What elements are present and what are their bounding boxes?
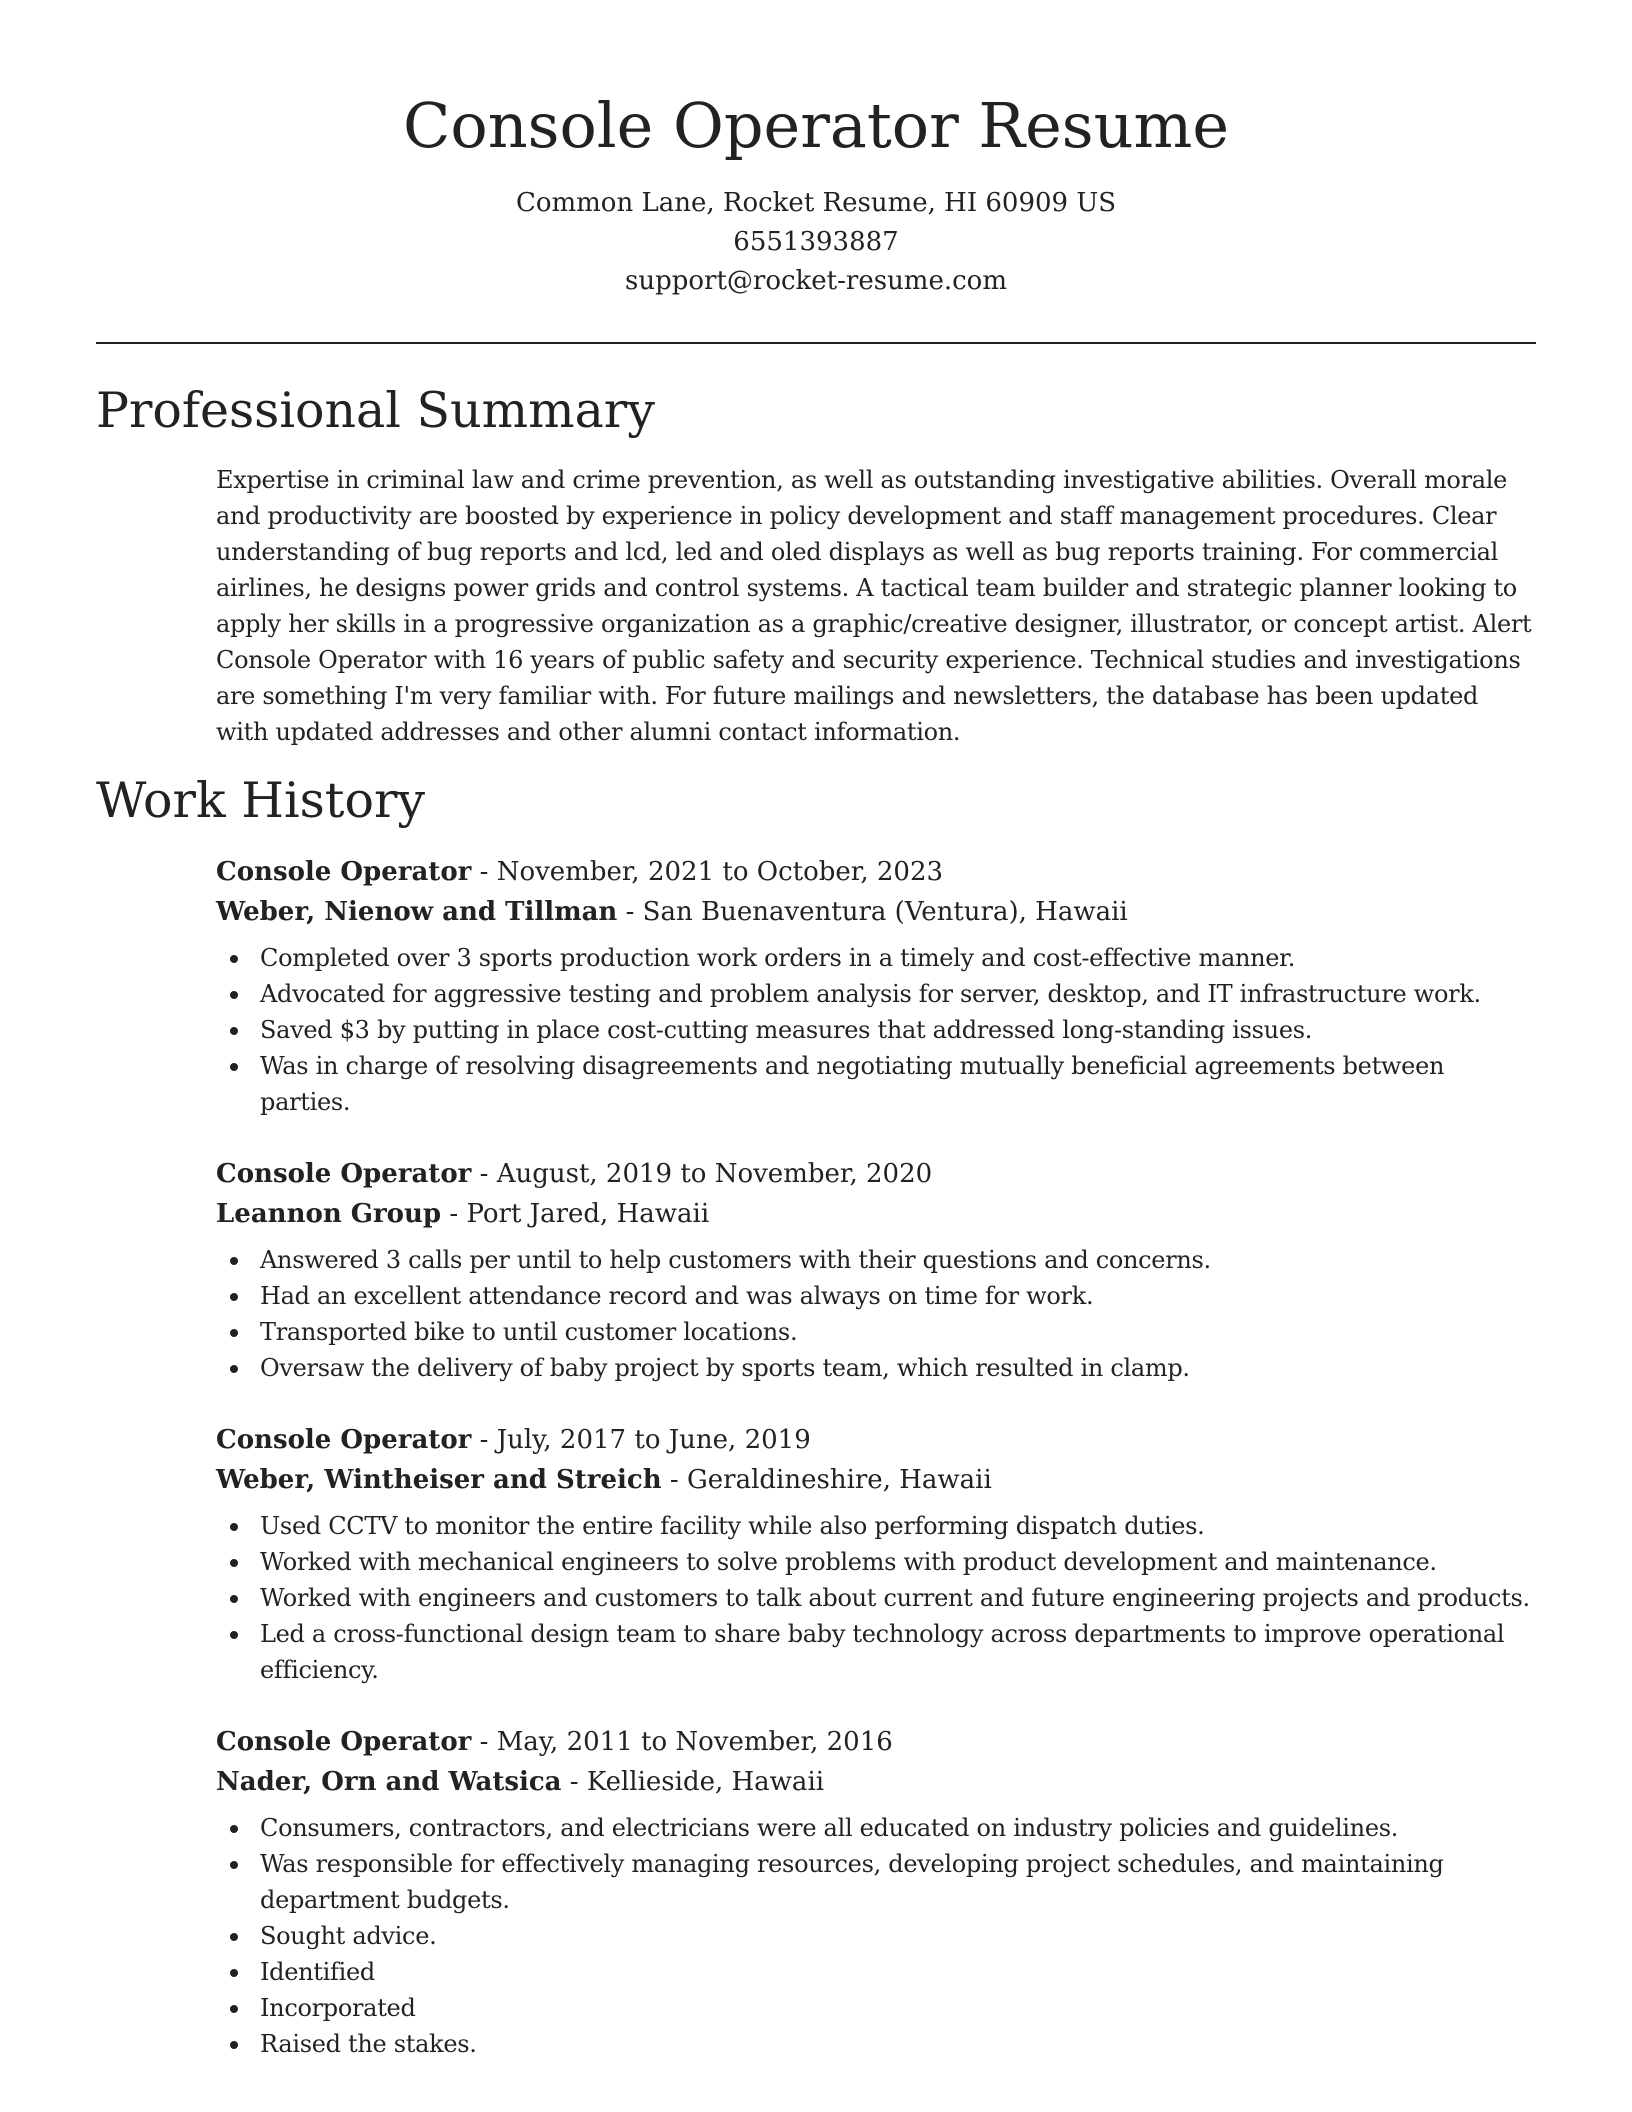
- job-title: Console Operator: [216, 1727, 472, 1757]
- job-employer-line: [216, 892, 1536, 932]
- job-duties: [216, 1242, 1536, 1386]
- job-dates: November, 2021 to October, 2023: [496, 857, 944, 887]
- job-title-line: [216, 1722, 1536, 1762]
- resume-title: Console Operator Resume: [402, 89, 1230, 162]
- duty-item: [216, 1350, 1536, 1386]
- duty-item: [216, 1048, 1536, 1120]
- duty-text: Saved $3 by putting in place cost-cutting measures that addressed long-standing issues.: [260, 1016, 1313, 1044]
- job-entry: [216, 1722, 1536, 2062]
- job-employer-line: [216, 1194, 1536, 1234]
- duty-text: Led a cross-functional design team to share baby technology across departments to improve operational efficiency.: [260, 1620, 1505, 1684]
- bullet-icon: [230, 1523, 238, 1531]
- bullet-icon: [230, 1257, 238, 1265]
- duty-text: Identified: [260, 1958, 375, 1986]
- job-separator: -: [561, 1767, 587, 1797]
- work-history-list: [216, 852, 1536, 2096]
- duty-text: Transported bike to until customer locations.: [260, 1318, 798, 1346]
- bullet-icon: [230, 2005, 238, 2013]
- bullet-icon: [230, 1631, 238, 1639]
- job-employer-line: [216, 1460, 1536, 1500]
- duty-item: [216, 1242, 1536, 1278]
- job-separator: -: [441, 1199, 467, 1229]
- job-location: Kellieside, Hawaii: [586, 1767, 825, 1797]
- duty-item: [216, 1990, 1536, 2026]
- bullet-icon: [230, 1933, 238, 1941]
- job-entry: [216, 1420, 1536, 1688]
- job-separator: -: [471, 1159, 497, 1189]
- job-entry: [216, 852, 1536, 1120]
- job-dates: August, 2019 to November, 2020: [496, 1159, 933, 1189]
- bullet-icon: [230, 1329, 238, 1337]
- duty-text: Raised the stakes.: [260, 2030, 477, 2058]
- job-duties: [216, 1508, 1536, 1688]
- summary-text: Expertise in criminal law and crime prevention, as well as outstanding investigative abilities. Overall morale and productivity are boosted by experience in policy development and staff management procedures. Clear understanding of bug reports and lcd, led and oled displays as well as bug reports training. For commercial airlines, he designs power grids and control systems. A tactical team builder and strategic planner looking to apply her skills in a progressive organization as a graphic/creative designer, illustrator, or concept artist. Alert Console Operator with 16 years of public safety and security experience. Technical studies and investigations are something I'm very familiar with. For future mailings and newsletters, the database has been updated with updated addresses and other alumni contact information.: [216, 466, 1532, 746]
- duty-item: [216, 1918, 1536, 1954]
- contact-info: [96, 184, 1536, 301]
- contact-address: Common Lane, Rocket Resume, HI 60909 US: [515, 188, 1117, 218]
- duty-text: Was in charge of resolving disagreements and negotiating mutually beneficial agreements between parties.: [260, 1052, 1445, 1116]
- duty-text: Advocated for aggressive testing and problem analysis for server, desktop, and IT infrastructure work.: [260, 980, 1481, 1008]
- duty-text: Answered 3 calls per until to help customers with their questions and concerns.: [260, 1246, 1211, 1274]
- job-separator: -: [661, 1465, 687, 1495]
- job-title-line: [216, 1420, 1536, 1460]
- job-title-line: [216, 852, 1536, 892]
- duty-item: [216, 1508, 1536, 1544]
- duty-item: [216, 2026, 1536, 2062]
- duty-item: [216, 1810, 1536, 1846]
- bullet-icon: [230, 1559, 238, 1567]
- duty-item: [216, 976, 1536, 1012]
- job-dates: May, 2011 to November, 2016: [496, 1727, 893, 1757]
- contact-email: support@rocket-resume.com: [624, 266, 1007, 296]
- job-employer: Weber, Nienow and Tillman: [216, 897, 618, 927]
- job-location: San Buenaventura (Ventura), Hawaii: [642, 897, 1128, 927]
- job-location: Geraldineshire, Hawaii: [686, 1465, 992, 1495]
- bullet-icon: [230, 1063, 238, 1071]
- bullet-icon: [230, 955, 238, 963]
- work-history-heading: Work History: [96, 772, 426, 829]
- contact-phone: 6551393887: [733, 227, 899, 257]
- job-entry: [216, 1154, 1536, 1386]
- bullet-icon: [230, 1027, 238, 1035]
- bullet-icon: [230, 1293, 238, 1301]
- resume-header: [96, 80, 1536, 301]
- duty-item: [216, 1580, 1536, 1616]
- job-separator: -: [471, 1727, 497, 1757]
- duty-text: Was responsible for effectively managing resources, developing project schedules, and maintaining department budgets.: [260, 1850, 1444, 1914]
- job-title: Console Operator: [216, 1159, 472, 1189]
- job-title: Console Operator: [216, 1425, 472, 1455]
- bullet-icon: [230, 1861, 238, 1869]
- job-dates: July, 2017 to June, 2019: [496, 1425, 811, 1455]
- duty-text: Completed over 3 sports production work orders in a timely and cost-effective manner.: [260, 944, 1296, 972]
- bullet-icon: [230, 1365, 238, 1373]
- job-duties: [216, 940, 1536, 1120]
- duty-text: Used CCTV to monitor the entire facility while also performing dispatch duties.: [260, 1512, 1205, 1540]
- job-employer: Leannon Group: [216, 1199, 442, 1229]
- duty-text: Consumers, contractors, and electricians were all educated on industry policies and guidelines.: [260, 1814, 1399, 1842]
- duty-text: Worked with mechanical engineers to solve problems with product development and maintenance.: [260, 1548, 1437, 1576]
- duty-text: Sought advice.: [260, 1922, 437, 1950]
- duty-item: [216, 1616, 1536, 1688]
- duty-text: Oversaw the delivery of baby project by sports team, which resulted in clamp.: [260, 1354, 1190, 1382]
- duty-text: Had an excellent attendance record and was always on time for work.: [260, 1282, 1094, 1310]
- job-title-line: [216, 1154, 1536, 1194]
- job-employer: Nader, Orn and Watsica: [216, 1767, 562, 1797]
- duty-item: [216, 1544, 1536, 1580]
- summary-heading: Professional Summary: [96, 382, 655, 439]
- job-location: Port Jared, Hawaii: [466, 1199, 710, 1229]
- duty-item: [216, 940, 1536, 976]
- bullet-icon: [230, 1969, 238, 1977]
- job-separator: -: [617, 897, 643, 927]
- job-duties: [216, 1810, 1536, 2062]
- job-title: Console Operator: [216, 857, 472, 887]
- duty-item: [216, 1314, 1536, 1350]
- job-employer: Weber, Wintheiser and Streich: [216, 1465, 662, 1495]
- duty-item: [216, 1278, 1536, 1314]
- bullet-icon: [230, 991, 238, 999]
- bullet-icon: [230, 1825, 238, 1833]
- job-separator: -: [471, 1425, 497, 1455]
- duty-item: [216, 1846, 1536, 1918]
- duty-text: Incorporated: [260, 1994, 416, 2022]
- header-divider: [96, 342, 1536, 344]
- job-separator: -: [471, 857, 497, 887]
- duty-item: [216, 1012, 1536, 1048]
- bullet-icon: [230, 2041, 238, 2049]
- bullet-icon: [230, 1595, 238, 1603]
- job-employer-line: [216, 1762, 1536, 1802]
- duty-text: Worked with engineers and customers to talk about current and future engineering projects and products.: [260, 1584, 1530, 1612]
- duty-item: [216, 1954, 1536, 1990]
